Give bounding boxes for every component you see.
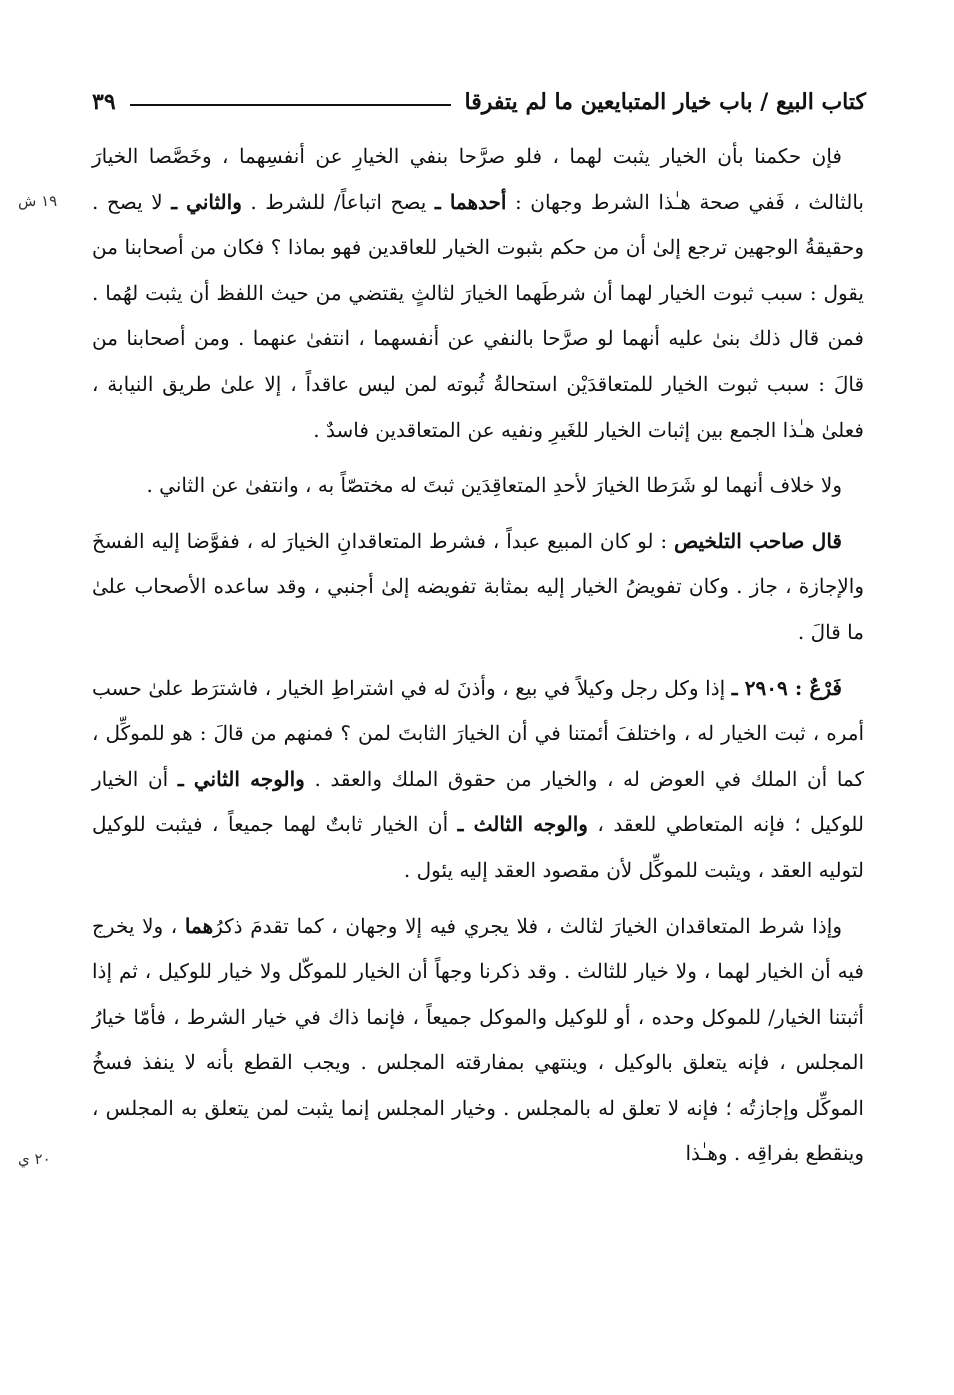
bold-term: أحدهما ـ: [434, 189, 507, 214]
paragraph: [92, 666, 864, 894]
text-run: أن الخيار للوكيل ؛ فإنه المتعاطي للعقد ،: [92, 766, 864, 837]
bold-term: والوجه الثاني ـ: [177, 766, 305, 791]
text-run: يصح اتباعاً/ للشرط .: [241, 189, 435, 214]
header-rule: [130, 104, 451, 106]
text-run: إذا وكل رجل وكيلاً في بيع ، وأذنَ له في اشتراطِ الخيار ، فاشترَط علىٰ حسب أمره ، ثبت الخيار له ، واختلفَ أئمتنا في أن الخيارَ الثابتَ لمن ؟ فمنهم من قالَ : هو للموكِّل ، كما أن الملك في العوض له ، والخيار من حقوق الملك والعقد .: [92, 675, 865, 791]
bold-term: هما: [184, 913, 214, 938]
paragraph: [92, 519, 864, 656]
text-run: فإن حكمنا بأن الخيار يثبت لهما ، فلو صرَّحا بنفي الخيارِ عن أنفسِهما ، وخَصَّصا الخيارَ بالثالث ، فَفي صحة هـٰذا الشرط وجهان :: [92, 144, 864, 214]
body-text: [92, 134, 864, 1187]
text-run: لا يصح . وحقيقةُ الوجهين ترجع إلىٰ أن من حكم بثبوت الخيار للعاقدين فهو بماذا ؟ فكان من أصحابنا من يقول : سبب ثبوت الخيار لهما أن شرطَهما الخيارَ لثالثٍ يقتضي من حيث اللفظ أن يثبت لهُما . فمن قال ذلك بنىٰ عليه أنهما لو صرَّحا بالنفي عن أنفسهما ، انتفىٰ عنهما . ومن أصحابنا من قالَ : سبب ثبوت الخيار للمتعاقدَيْن استحالةُ ثُبوته لمن ليس عاقداً ، إلا علىٰ طريق النيابة ، فعلىٰ هـٰذا الجمع بين إثبات الخيار للغَيرِ ونفيه عن المتعاقدين فاسدٌ .: [92, 189, 864, 442]
text-run: : لو كان المبيع عبداً ، فشرط المتعاقدانِ الخيارَ له ، ففوَّضا إليه الفسخَ والإجازة ، جاز . وكان تفويضُ الخيار إليه بمثابة تفويضه إلىٰ أجنبي ، وقد ساعده الأصحاب علىٰ ما قالَ .: [92, 528, 864, 644]
text-run: وإذا شرط المتعاقدان الخيارَ لثالث ، فلا يجري فيه إلا وجهان ، كما تقدمَ ذكرُ: [213, 913, 842, 938]
text-run: أن الخيار ثابتٌ لهما جميعاً ، فيثبت للوكيل لتوليه العقد ، ويثبت للموكِّل لأن مقصود العقد إليه يئول .: [92, 812, 864, 882]
margin-note-manuscript-ref: ٢٠ ي: [18, 1150, 51, 1168]
bold-term: والثاني ـ: [171, 189, 242, 214]
bold-term: قال صاحب التلخيص: [674, 528, 842, 553]
paragraph: [92, 134, 864, 453]
text-run: ، ولا يخرج فيه أن الخيار لهما ، ولا خيار للثالث . وقد ذكرنا وجهاً أن الخيار للموكّل ولا خيار للوكيل ، ثم إذا أثبتنا الخيار/ للموكل وحده ، أو للوكيل والموكل جميعاً ، فإنما ذاك في خيار الشرط ، فأمّا خيارُ المجلس ، فإنه يتعلق بالوكيل ، وينتهي بمفارقته المجلس . ويجب القطع بأنه لا ينفذ فسخُ الموكِّل وإجازتُه ؛ فإنه لا تعلق له بالمجلس . وخيار المجلس إنما يثبت لمن يتعلق به المجلس ، وينقطع بفراقِه . وهـٰذا: [92, 913, 864, 1166]
header-title: كتاب البيع / باب خيار المتبايعين ما لم يتفرقا: [464, 89, 866, 115]
bold-term: والوجه الثالث ـ: [457, 812, 588, 837]
paragraph: [92, 904, 864, 1178]
running-header: [92, 80, 866, 124]
paragraph: ولا خلاف أنهما لو شَرَطا الخيارَ لأحدِ المتعاقِدَين ثبتَ له مختصّاً به ، وانتفىٰ عن الثاني .: [146, 473, 842, 498]
section-number: فَرْعٌ : ٢٩٠٩ ـ: [731, 675, 842, 700]
margin-note-manuscript-ref: ١٩ ش: [18, 192, 58, 210]
page-number: ٣٩: [92, 89, 116, 115]
